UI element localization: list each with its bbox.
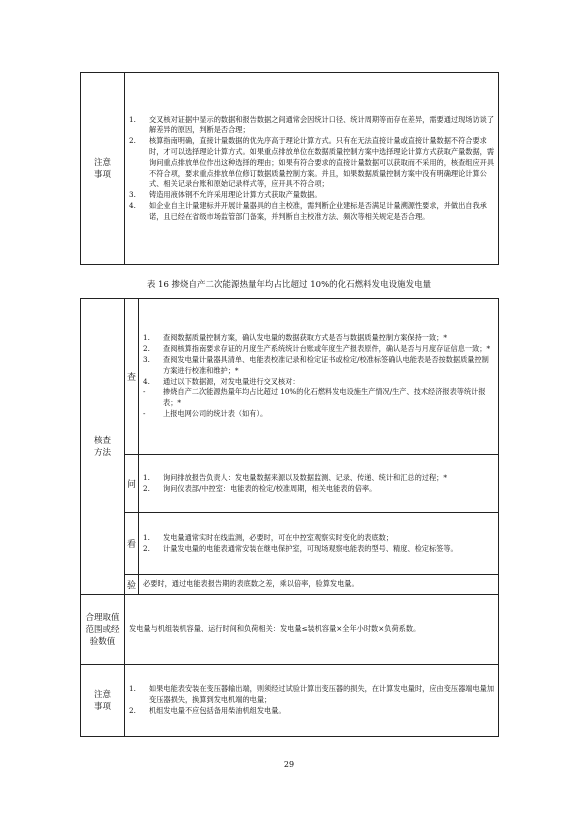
list-item-text: 上报电网公司的统计表（如有）。 xyxy=(163,408,268,418)
list-item xyxy=(143,333,494,344)
list-item-text: 发电量通常实时在线监测，必要时，可在中控室观察实时变化的表底数； xyxy=(163,532,394,542)
list-item-number: 1. xyxy=(143,472,150,482)
list-item-number: 3. xyxy=(129,190,136,200)
list-item-text: 查阅发电量计量器具清单、电能表校准记录和检定证书或检定/校准标签确认电能表是否按数据质量控制方案进行校准和维护；* xyxy=(163,354,489,375)
list-item-number: 2. xyxy=(129,705,136,715)
verify-label: 验 xyxy=(125,575,139,595)
list-item-number: 2. xyxy=(143,543,150,553)
list-item-number: 2. xyxy=(129,136,136,146)
list-item xyxy=(143,544,494,555)
look-content xyxy=(139,513,499,575)
list-item xyxy=(129,201,494,223)
notes-label: 注意 事项 xyxy=(81,73,125,265)
ask-label: 问 xyxy=(125,455,139,513)
look-list xyxy=(139,530,498,558)
range-text: 发电量与机组装机容量、运行时间和负荷相关：发电量≤装机容量×全年小时数×负荷系数。 xyxy=(129,624,421,634)
list-item xyxy=(129,706,494,717)
check-content xyxy=(139,299,499,455)
list-item-number: 4. xyxy=(129,200,136,210)
list-item xyxy=(143,377,494,388)
list-item-text: 查阅数据质量控制方案，确认发电量的数据获取方式是否与数据质量控制方案保持一致；* xyxy=(163,333,447,343)
list-item xyxy=(129,136,494,190)
list-item-number: 1. xyxy=(129,684,136,694)
note-content xyxy=(125,665,499,737)
verify-content xyxy=(139,575,499,595)
range-content xyxy=(125,595,499,665)
list-item xyxy=(129,190,494,201)
list-item xyxy=(143,473,494,484)
list-item-text: 查阅核算指南要求存证的月度生产系统统计台账或年度生产报表原件，确认是否与月度存证信息一致；* xyxy=(163,344,491,354)
list-item xyxy=(143,355,494,377)
list-item-number: 2. xyxy=(143,344,150,354)
check-label: 查 xyxy=(125,299,139,455)
list-item-text: 询问排放报告负责人：发电量数据来源以及数据监测、记录、传递、统计和汇总的过程；* xyxy=(163,472,447,482)
list-item xyxy=(143,344,494,355)
list-item-number: 2. xyxy=(143,483,150,493)
list-item xyxy=(143,409,494,420)
list-item-text: 通过以下数据源，对发电量进行交叉核对： xyxy=(163,376,300,386)
notes-list xyxy=(125,112,498,226)
list-item-text: 如果电能表安装在变压器输出端，则须经过试验计算出变压器的损失，在计算发电量时，应由变压器端电量加变压器损失，换算到发电机端的电量； xyxy=(149,684,495,705)
list-item-number: 1. xyxy=(143,532,150,542)
check-list xyxy=(139,330,498,422)
list-item-text: 如企业自主计量建标并开展计量器具的自主校准，需判断企业建标是否满足计量溯源性要求，并做出自我承诺，且已经在省级市场监管部门备案，并判断自主校准方法、频次等相关规定是否合理。 xyxy=(149,200,487,221)
notes-table-top xyxy=(80,72,499,265)
note-label: 注意 事项 xyxy=(81,665,125,737)
page-number: 29 xyxy=(283,760,295,769)
list-item-text: 计量发电量的电能表通常安装在继电保护室，可现场观察电能表的型号、精度、检定标签等。 xyxy=(163,543,458,553)
method-label: 核查 方法 xyxy=(81,299,125,595)
note-list xyxy=(125,681,498,719)
verify-text: 必要时，通过电能表报告期的表底数之差，乘以倍率，验算发电量。 xyxy=(143,579,359,589)
notes-content xyxy=(125,73,499,265)
list-item-text: 机组发电量不应包括备用柴油机组发电量。 xyxy=(149,705,286,715)
list-item xyxy=(129,115,494,137)
list-item-number: 3. xyxy=(143,354,150,364)
list-item-text: 核算指南明确，直接计量数据的优先序高于理论计算方式。只有在无法直接计量或直接计量数据不符合要求时，才可以选择理论计算方式。如果重点排放单位在数据质量控制方案中选择理论计算方式获取产量数据，需询问重点排放单位作出这种选择的理由；如果有符合要求的直接计量数据可以获取而不采用的，核查组应开具不符合项，要求重点排放单位修订数据质量控制方案。并且，如果数据质量控制方案中没有明确理论计算公式、相关记录台账和原始记录样式等，应开具不符合项； xyxy=(149,136,495,189)
power-generation-table xyxy=(80,298,499,737)
list-item xyxy=(143,484,494,495)
list-item xyxy=(129,684,494,706)
ask-list xyxy=(139,470,498,498)
list-item-number: - xyxy=(143,387,146,397)
look-label: 看 xyxy=(125,513,139,575)
list-item-text: 铸造用液体钢不允许采用理论计算方式获取产量数据。 xyxy=(149,190,322,200)
list-item-text: 交叉核对证据中显示的数据和报告数据之间通常会因统计口径、统计周期等而存在差异，需要通过现场访谈了解差异的原因，判断是否合理； xyxy=(149,114,495,135)
table-caption: 表 16 掺烧自产二次能源热量年均占比超过 10%的化石燃料发电设施发电量 xyxy=(146,280,432,290)
ask-content xyxy=(139,455,499,513)
list-item-number: 4. xyxy=(143,376,150,386)
list-item-text: 询问仪表部/中控室：电能表的检定/校准周期，相关电能表的倍率。 xyxy=(163,483,377,493)
list-item xyxy=(143,533,494,544)
list-item-number: 1. xyxy=(129,114,136,124)
range-label: 合理取值 范围或经 验数值 xyxy=(81,595,125,665)
list-item-number: 1. xyxy=(143,333,150,343)
list-item-number: - xyxy=(143,408,146,418)
list-item-text: 掺烧自产二次能源热量年均占比超过 10%的化石燃料发电设施生产情况/生产、技术经济报表等统计报表；* xyxy=(163,387,486,408)
list-item xyxy=(143,387,494,409)
